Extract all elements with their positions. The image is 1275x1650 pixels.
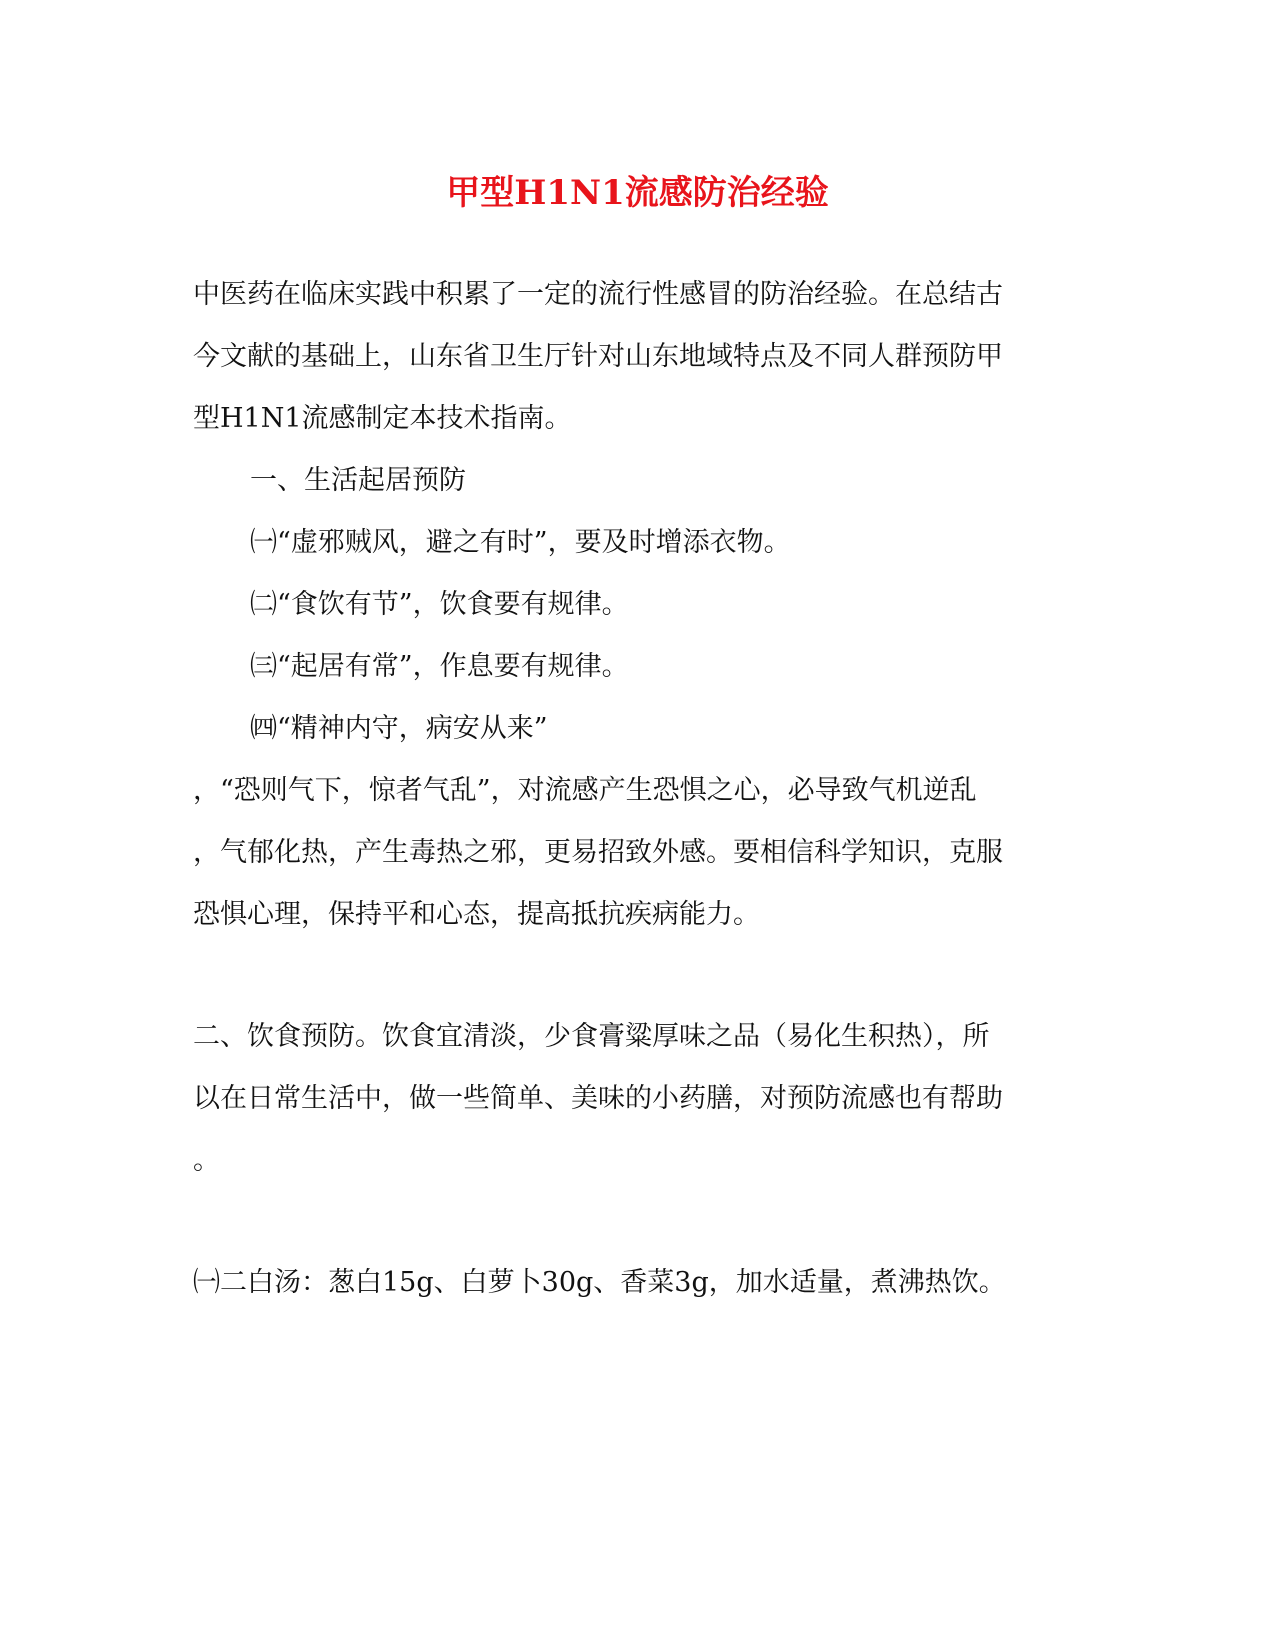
list-item: ㈠“虚邪贼风，避之有时”，要及时增添衣物。 <box>250 527 791 558</box>
list-item: ㈡“食饮有节”，饮食要有规律。 <box>250 589 629 620</box>
paragraph-line: ，“恐则气下，惊者气乱”，对流感产生恐惧之心，必导致气机逆乱 <box>193 775 977 806</box>
paragraph-line: 中医药在临床实践中积累了一定的流行性感冒的防治经验。在总结古 <box>193 279 1003 310</box>
paragraph-line: 型H1N1流感制定本技术指南。 <box>193 403 572 434</box>
section-heading: 一、生活起居预防 <box>250 465 466 496</box>
paragraph-line: 今文献的基础上，山东省卫生厅针对山东地域特点及不同人群预防甲 <box>193 341 1003 372</box>
document-title: 甲型H1N1流感防治经验 <box>446 173 829 213</box>
list-item: ㈠二白汤：葱白15g、白萝卜30g、香菜3g，加水适量，煮沸热饮。 <box>193 1267 1006 1298</box>
list-item: ㈣“精神内守，病安从来” <box>250 713 548 744</box>
paragraph-line: 以在日常生活中，做一些简单、美味的小药膳，对预防流感也有帮助 <box>193 1083 1003 1114</box>
section-heading: 二、饮食预防。饮食宜清淡，少食膏粱厚味之品（易化生积热），所 <box>193 1021 990 1052</box>
list-item: ㈢“起居有常”，作息要有规律。 <box>250 651 629 682</box>
paragraph-line: ，气郁化热，产生毒热之邪，更易招致外感。要相信科学知识，克服 <box>193 837 1003 868</box>
paragraph-line: 恐惧心理，保持平和心态，提高抵抗疾病能力。 <box>193 899 760 930</box>
paragraph-line: 。 <box>193 1145 220 1176</box>
